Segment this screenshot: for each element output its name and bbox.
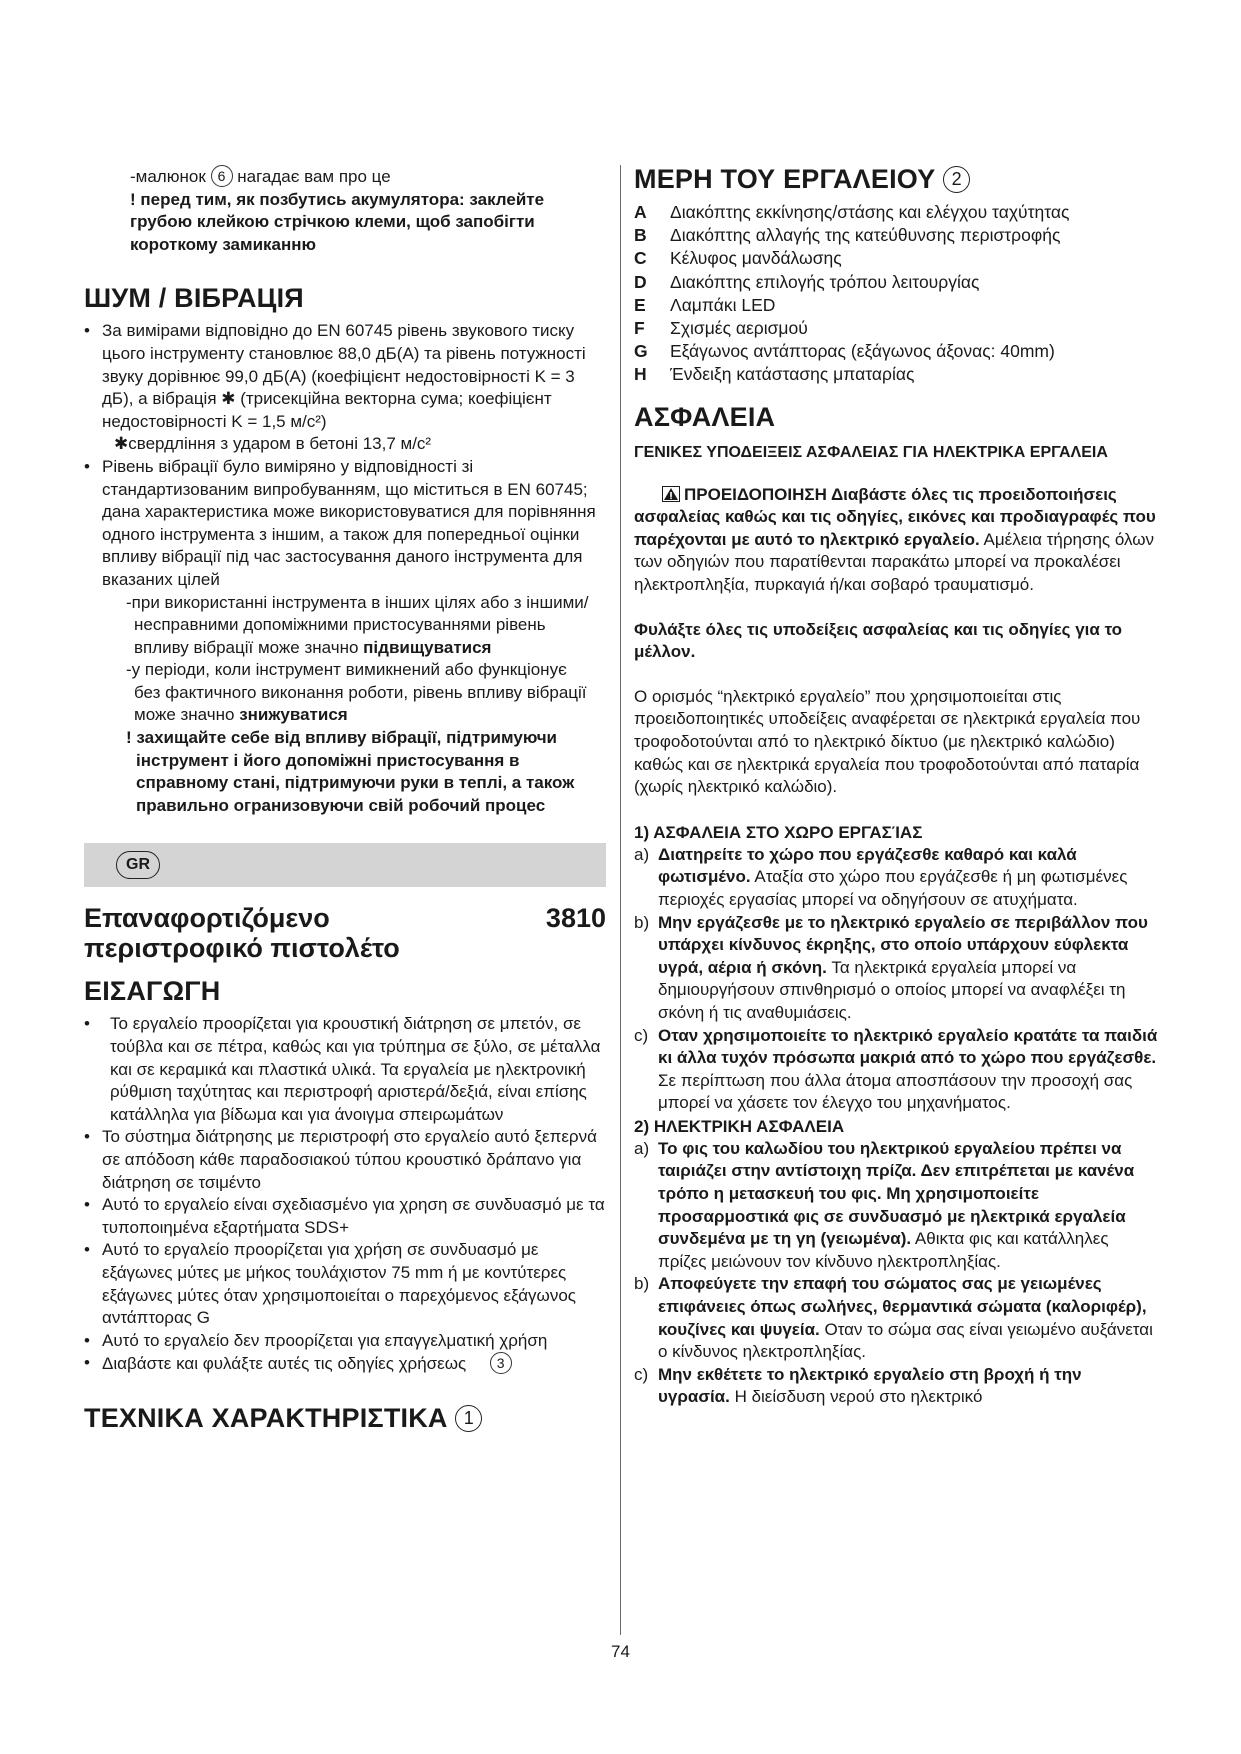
safety-item: b) Μην εργάζεσθε με το ηλεκτρικό εργαλείο σε περιβάλλον που υπάρχει κίνδυνος έκρηξης, στο οποίο υπάρχουν εύφλεκτα υγρά, αέρια ή σκόνη. Τα ηλεκτρικά εργαλεία μπορεί να δημιουργήσουν σπινθηρισμό ο οποίος μπορεί να αναφλέξει τη σκόνη ή τις αναθυμιάσεις. [634,912,1148,1022]
safety-heading: ΑΣΦΑΛΕΙΑ [634,401,776,432]
warning-triangle-icon [662,486,680,502]
figure-2-marker: 2 [943,166,970,193]
work-area-safety-section [634,821,1158,1115]
sub-item-decrease: -у періоди, коли інструмент вимикнений або функціонує без фактичного виконання роботи, рівень впливу вібрації може значно знижуватися [126,660,587,725]
safety-item: b) Αποφεύγετε την επαφή του σώματος σας με γειωμένες επιφάνειες όπως σωλήνες, θερμαντικά σώματα (καλοριφέρ), κουζίνες και ψυγεία. Οταν το σώμα σας είναι γειωμένο αυξάνεται ο κίνδυνος ηλεκτροπληξίας. [634,1274,1153,1362]
keep-instructions-note: Φυλάξτε όλες τις υποδείξεις ασφαλείας και τις οδηγίες για το μέλλον. [634,619,1123,662]
safety-item: c) Μην εκθέτετε το ηλεκτρικό εργαλείο στη βροχή ή την υγρασία. Η διείσδυση νερού στο ηλεκτρικό [634,1364,1082,1407]
intro-bullet: • Αυτό το εργαλείο προορίζεται για χρήση σε συνδυασμό με εξάγωνες μύτες με μήκος τουλάχιστον 75 mm ή με κοντύτερες εξάγωνες μύτες όταν χρησιμοποιείται ο παρεχόμενος εξάγωνος αντάπτορας G [84,1239,606,1329]
figure-3-marker: 3 [490,1352,512,1374]
product-title-line2: περιστροφικό πιστολέτο [84,933,400,964]
general-warning: ΠΡΟΕΙΔΟΠΟΙΗΣΗ Διαβάστε όλες τις προειδοποιήσεις ασφαλείας καθώς και τις οδηγίες, εικόνες και προδιαγραφές που παρέχονται με αυτό το ηλεκτρικό εργαλείο. Αμέλεια τήρησης όλων των οδηγιών που παρατίθενται παρακάτω μπορεί να προκαλέσει ηλεκτροπληξία, πυρκαγιά ή/και σοβαρό τραυματισμό. [634,484,1156,594]
parts-list [634,201,1069,387]
vibration-warning: ! захищайте себе від впливу вібрації, підтримуючи інструмент і його допоміжні пристосування в справному стані, підтримуючи руки в теплі, а також правильно огранизовуючи свій робочий процес [126,728,575,815]
general-safety-heading: ΓΕΝΙΚΕΣ ΥΠΟΔΕΙΞΕΙΣ ΑΣΦΑΛΕΙΑΣ ΓΙΑ ΗΛΕΚΤΡΙΚΑ ΕΡΓΑΛΕΙΑ [634,443,1108,461]
left-column [84,165,606,1434]
power-tool-definition: Ο ορισμός “ηλεκτρικό εργαλείο” που χρησιμοποιείται στις προειδοποιητικές υποδείξεις αναφέρεται σε ηλεκτρικά εργαλεία που τροφοδοτούνται από το ηλεκτρικό δίκτυο (με ηλεκτρικό καλώδιο) καθώς και σε ηλεκτρικά εργαλεία που τροφοδοτούνται από παταρία (χωρίς ηλεκτρικό καλώδιο). [634,686,1141,797]
vibration-subitems [84,592,606,818]
safety-item: a) Διατηρείτε το χώρο που εργάζεσθε καθαρό και καλά φωτισμένο. Αταξία στο χώρο που εργάζεσθε ή μη φωτισμένες περιοχές εργασίας μπορεί να οδηγήσουν σε ατυχήματα. [634,844,1128,909]
part-row: B Διακόπτης αλλαγής της κατεύθυνσης περιστροφής [634,225,1061,246]
product-title-block [84,903,606,963]
language-band [84,843,606,887]
part-row: F Σχισμές αερισμού [634,318,808,339]
intro-bullet: • Το σύστημα διάτρησης με περιστροφή στο εργαλείο αυτό ξεπερνά σε απόδοση κάθε παραδοσιακού τύπου κρουστικό δράπανο για διάτρηση σε τσιμέντο [84,1126,606,1194]
product-title-line1: Επαναφορτιζόμενο [84,903,330,934]
part-row: H Ένδειξη κατάστασης μπαταρίας [634,364,915,385]
page-number: 74 [611,1642,630,1661]
part-row: E Λαμπάκι LED [634,294,776,315]
introduction-heading: ΕΙΣΑΓΩΓΗ [84,976,221,1007]
intro-bullet: • Το εργαλείο προορίζεται για κρουστική διάτρηση σε μπετόν, σε τούβλα και σε πέτρα, καθώς και για τρύπημα σε ξύλο, σε μέταλλα και σε κεραμικά και πλαστικά υλικά. Τα εργαλεία με ηλεκτρονική ρύθμιση ταχύτητας και περιστροφή αριστερά/δεξιά, είναι επίσης κατάλληλα για βίδωμα και για άνοιγμα σπειρωμάτων [84,1013,606,1126]
safety-item: c) Οταν χρησιμοποιείτε το ηλεκτρικό εργαλείο κρατάτε τα παιδιά κι άλλα τυχόν πρόσωπα μακριά από το χώρο που εργάζεσθε. Σε περίπτωση που άλλα άτομα αποσπάσουν την προσοχή σας μπορεί να χάσετε τον έλεγχο του μηχανήματος. [634,1025,1158,1113]
model-number: 3810 [545,903,606,934]
sub-item-increase: -при використанні інструмента в інших цілях або з іншими/несправними допоміжними пристосуваннями рівень впливу вібрації може значно підвищуватися [126,592,589,657]
figure-6-marker: 6 [211,165,233,187]
language-badge: GR [116,851,160,879]
part-row: C Κέλυφος μανδάλωσης [634,248,842,269]
noise-bullet: • За вимірами відповідно до EN 60745 рівень звукового тиску цього інструменту становлює 88,0 дБ(A) та рівень потужності звуку дорівнює 99,0 дБ(A) (коефіцієнт недостовірності K = 3 дБ), а вібрація ✱ (трисекційна векторна сума; коефіцієнт недостовірності K = 1,5 м/с²) [84,320,606,433]
electrical-safety-heading: 2) ΗΛΕΚΤΡΙΚΗ ΑΣΦΑΛΕΙΑ [634,1116,845,1136]
figure-reference-line: -малюнок 6 нагадає вам про це [130,167,391,186]
column-divider [620,165,621,1635]
tool-parts-heading: ΜΕΡΗ ΤΟΥ ΕΡΓΑΛΕΙΟΥ 2 [634,163,1158,195]
figure-1-marker: 1 [455,1405,482,1432]
vibration-bullet: • Рівень вібрації було виміряно у відповідності зі стандартизованим випробуванням, що міститься в EN 60745; дана характеристика може використовуватися для порівняння одного інструмента з іншим, а також для попередньої оцінки впливу вібрації під час застосування даного інструмента для вказаних цілей [84,456,606,592]
intro-bullet-last: • Διαβάστε και φυλάξτε αυτές τις οδηγίες χρήσεως 3 [84,1352,606,1376]
introduction-list [84,1013,606,1376]
safety-item: a) Το φις του καλωδίου του ηλεκτρικού εργαλείου πρέπει να ταιριάζει στην αντίστοιχη πρίζα. Δεν επιτρέπεται με κανένα τρόπο η μετασκευή του φις. Μη χρησιμοποιείτε προσαρμοστικά φις σε συνδυασμό με ηλεκτρικά εργαλεία συνδεμένα με τη γη (γειωμένα). Αθικτα φις και κατάλληλες πρίζες μειώνουν τον κίνδυνο ηλεκτροπληξίας. [634,1138,1135,1271]
noise-vibration-heading: ШУМ / ВІБРАЦІЯ [84,283,304,314]
intro-bullet: • Αυτό το εργαλείο είναι σχεδιασμένο για χρηση σε συνδυασμό με τα τυποποιημένα εξαρτήματα SDS+ [84,1194,606,1239]
drill-note: ✱свердління з ударом в бетоні 13,7 м/с² [114,434,432,454]
part-row: D Διακόπτης επιλογής τρόπου λειτουργίας [634,271,980,292]
intro-bullet: • Αυτό το εργαλείο δεν προορίζεται για επαγγελματική χρήση [84,1330,606,1353]
part-row: A Διακόπτης εκκίνησης/στάσης και ελέγχου ταχύτητας [634,202,1070,222]
battery-warning: ! перед тим, як позбутись акумулятора: заклейте грубою клейкою стрічкою клеми, щоб запобігти короткому замиканню [130,189,545,254]
battery-note [84,165,606,256]
part-row: G Εξάγωνος αντάπτορας (εξάγωνος άξονας: 40mm) [634,341,1055,362]
right-column [634,165,1158,1409]
work-area-safety-heading: 1) ΑΣΦΑΛΕΙΑ ΣΤΟ ΧΩΡΟ ΕΡΓΑΣΊΑΣ [634,822,923,842]
technical-data-heading: ΤΕΧΝΙΚΑ ΧΑΡΑΚΤΗΡΙΣΤΙΚΑ 1 [84,1402,606,1434]
electrical-safety-section [634,1115,1158,1409]
